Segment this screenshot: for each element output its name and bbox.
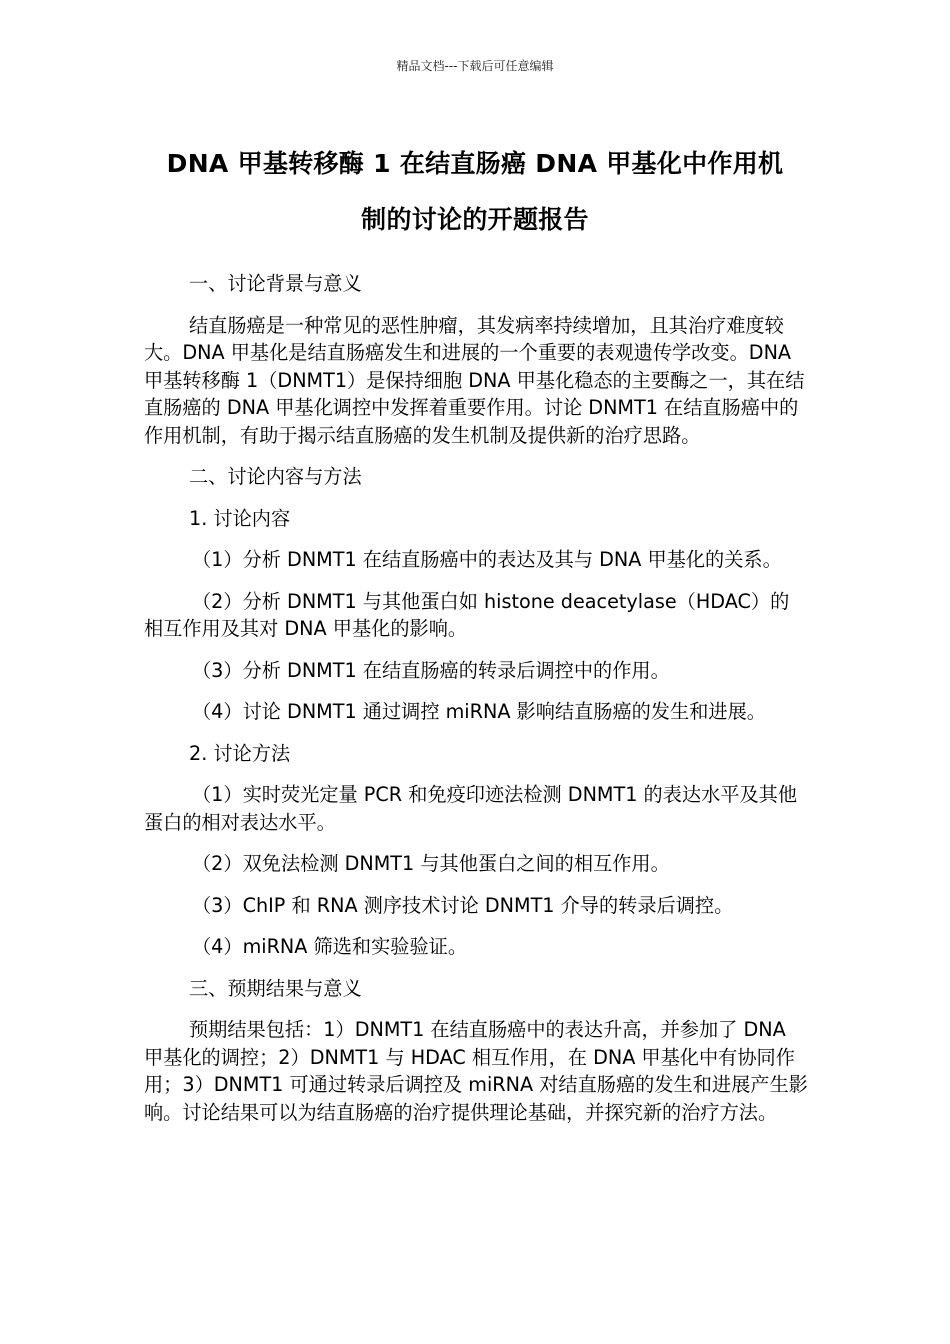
title-line-1: DNA 甲基转移酶 1 在结直肠癌 DNA 甲基化中作用机 (166, 149, 784, 178)
document-body (144, 270, 808, 1140)
background-paragraph: 结直肠癌是一种常见的恶性肿瘤，其发病率持续增加，且其治疗难度较大。DNA 甲基化是结直肠癌发生和进展的一个重要的表观遗传学改变。DNA 甲基转移酶 1（DNMT1）是保持细胞 DNA 甲基化稳态的主要酶之一，其在结直肠癌的 DNA 甲基化调控中发挥着重要作用。讨论 DNMT1 在结直肠癌中的作用机制，有助于揭示结直肠癌的发生机制及提供新的治疗思路。 (144, 313, 805, 447)
title-line-2: 制的讨论的开题报告 (361, 205, 589, 234)
content-item-2: （2）分析 DNMT1 与其他蛋白如 histone deacetylase（HDAC）的相互作用及其对 DNA 甲基化的影响。 (144, 589, 790, 640)
page-header: 精品文档---下载后可任意编辑 (396, 59, 554, 73)
content-item-4: （4）讨论 DNMT1 通过调控 miRNA 影响结直肠癌的发生和进展。 (192, 700, 766, 723)
expected-results-paragraph: 预期结果包括：1）DNMT1 在结直肠癌中的表达升高，并参加了 DNA 甲基化的调控；2）DNMT1 与 HDAC 相互作用，在 DNA 甲基化中有协同作用；3）DNMT1 可通过转录后调控及 miRNA 对结直肠癌的发生和进展产生影响。讨论结果可以为结直肠癌的治疗提供理论基础，并探究新的治疗方法。 (144, 1018, 808, 1124)
section-heading-background: 一、讨论背景与意义 (189, 272, 362, 295)
subheading-content: 1. 讨论内容 (189, 506, 291, 530)
content-item-1: （1）分析 DNMT1 在结直肠癌中的表达及其与 DNA 甲基化的关系。 (192, 548, 782, 571)
method-item-3: （3）ChIP 和 RNA 测序技术讨论 DNMT1 介导的转录后调控。 (192, 893, 734, 917)
method-item-1: （1）实时荧光定量 PCR 和免疫印迹法检测 DNMT1 的表达水平及其他蛋白的相对表达水平。 (144, 783, 798, 834)
section-heading-content-methods: 二、讨论内容与方法 (189, 465, 362, 488)
method-item-2: （2）双免法检测 DNMT1 与其他蛋白之间的相互作用。 (192, 852, 670, 875)
content-item-3: （3）分析 DNMT1 在结直肠癌的转录后调控中的作用。 (192, 658, 670, 682)
section-heading-expected-results: 三、预期结果与意义 (189, 976, 362, 1000)
subheading-methods: 2. 讨论方法 (189, 741, 291, 765)
document-title (140, 136, 810, 248)
method-item-4: （4）miRNA 筛选和实验验证。 (192, 935, 468, 958)
